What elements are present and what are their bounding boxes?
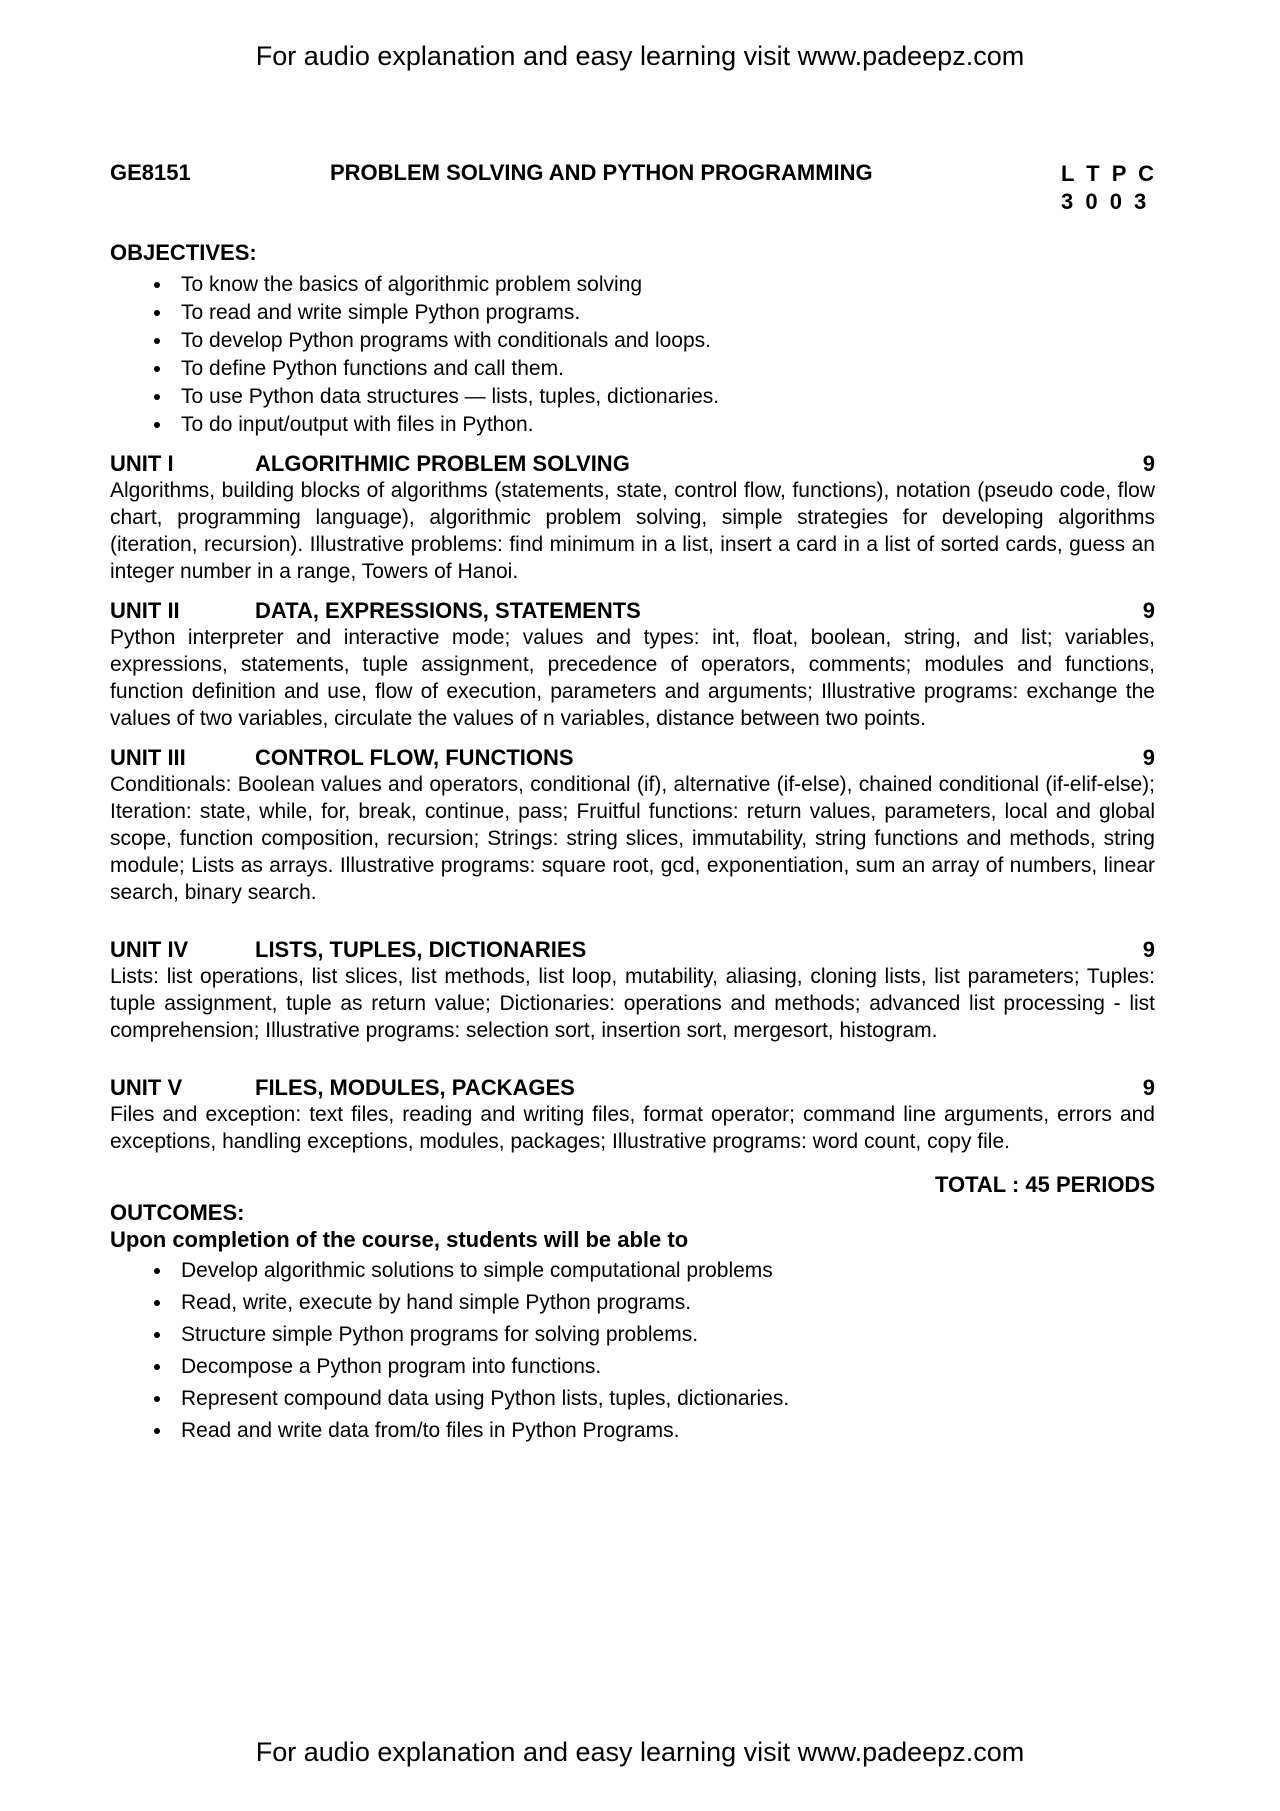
unit-2-heading	[110, 597, 1155, 624]
unit-5-title: FILES, MODULES, PACKAGES	[255, 1075, 575, 1100]
outcome-item: • Structure simple Python programs for solving problems.	[173, 1321, 1155, 1348]
outcomes-subheading: Upon completion of the course, students will be able to	[110, 1227, 689, 1252]
unit-5-hours: 9	[1142, 1075, 1155, 1100]
unit-1-heading	[110, 450, 1155, 477]
unit-4-title: LISTS, TUPLES, DICTIONARIES	[255, 937, 587, 962]
unit-1-body: Algorithms, building blocks of algorithms (statements, state, control flow, functions), notation (pseudo code, flow chart, programming language), algorithmic problem solving, simple strategies for developing algorithms (iteration, recursion). Illustrative problems: find minimum in a list, insert a card in a list of sorted cards, guess an integer number in a range, Towers of Hanoi.	[110, 479, 1155, 583]
unit-2-title: DATA, EXPRESSIONS, STATEMENTS	[255, 598, 641, 623]
unit-4-heading	[110, 936, 1155, 963]
outcomes-heading: OUTCOMES:	[110, 1200, 245, 1225]
objective-item: • To use Python data structures — lists, tuples, dictionaries.	[173, 383, 1155, 410]
objective-item: • To read and write simple Python programs.	[173, 299, 1155, 326]
objective-item: • To do input/output with files in Python.	[173, 411, 1155, 438]
unit-section-3	[110, 744, 1155, 906]
unit-section-1	[110, 450, 1155, 585]
unit-2-body: Python interpreter and interactive mode; values and types: int, float, boolean, string, and list; variables, expressions, statements, tuple assignment, precedence of operators, comments; modules and functions, function definition and use, flow of execution, parameters and arguments; Illustrative programs: exchange the values of two variables, circulate the values of n variables, distance between two points.	[110, 626, 1155, 730]
unit-5-label: UNIT V	[110, 1075, 183, 1100]
unit-4-label: UNIT IV	[110, 937, 189, 962]
unit-5-body: Files and exception: text files, reading and writing files, format operator; command line arguments, errors and exceptions, handling exceptions, modules, packages; Illustrative programs: word count, copy file.	[110, 1103, 1155, 1153]
objectives-heading: OBJECTIVES:	[110, 240, 257, 265]
total-periods: TOTAL : 45 PERIODS	[934, 1172, 1155, 1197]
unit-section-4	[110, 936, 1155, 1044]
outcome-item: • Develop algorithmic solutions to simple computational problems	[173, 1257, 1155, 1284]
outcomes-list	[110, 1257, 1155, 1444]
unit-4-hours: 9	[1142, 937, 1155, 962]
objective-item: • To know the basics of algorithmic problem solving	[173, 271, 1155, 298]
outcome-item: • Read, write, execute by hand simple Python programs.	[173, 1289, 1155, 1316]
unit-1-hours: 9	[1142, 451, 1155, 476]
unit-section-2	[110, 597, 1155, 732]
header-banner: For audio explanation and easy learning visit www.padeepz.com	[255, 41, 1025, 71]
credits-header: L T P C	[1061, 161, 1155, 186]
document-body	[0, 160, 1280, 1444]
unit-1-title: ALGORITHMIC PROBLEM SOLVING	[255, 451, 630, 476]
objectives-list	[110, 271, 1155, 438]
unit-2-hours: 9	[1142, 598, 1155, 623]
unit-2-label: UNIT II	[110, 598, 180, 623]
course-credits	[1061, 160, 1155, 216]
unit-section-5	[110, 1074, 1155, 1155]
unit-3-label: UNIT III	[110, 745, 186, 770]
unit-3-title: CONTROL FLOW, FUNCTIONS	[255, 745, 574, 770]
objective-item: • To develop Python programs with conditionals and loops.	[173, 327, 1155, 354]
outcome-item: • Decompose a Python program into functions.	[173, 1353, 1155, 1380]
course-title: PROBLEM SOLVING AND PYTHON PROGRAMMING	[330, 160, 873, 185]
outcome-item: • Read and write data from/to files in Python Programs.	[173, 1417, 1155, 1444]
credits-values: 3 0 0 3	[1061, 189, 1148, 214]
unit-1-label: UNIT I	[110, 451, 174, 476]
outcome-item: • Represent compound data using Python lists, tuples, dictionaries.	[173, 1385, 1155, 1412]
unit-3-hours: 9	[1142, 745, 1155, 770]
course-code: GE8151	[110, 160, 191, 185]
unit-5-heading	[110, 1074, 1155, 1101]
course-header	[110, 160, 1155, 216]
unit-3-heading	[110, 744, 1155, 771]
footer-banner: For audio explanation and easy learning visit www.padeepz.com	[255, 1737, 1025, 1767]
unit-3-body: Conditionals: Boolean values and operators, conditional (if), alternative (if-else), chained conditional (if-elif-else); Iteration: state, while, for, break, continue, pass; Fruitful functions: return values, parameters, local and global scope, function composition, recursion; Strings: string slices, immutability, string functions and methods, string module; Lists as arrays. Illustrative programs: square root, gcd, exponentiation, sum an array of numbers, linear search, binary search.	[110, 773, 1155, 904]
objective-item: • To define Python functions and call them.	[173, 355, 1155, 382]
unit-4-body: Lists: list operations, list slices, list methods, list loop, mutability, aliasing, cloning lists, list parameters; Tuples: tuple assignment, tuple as return value; Dictionaries: operations and methods; advanced list processing - list comprehension; Illustrative programs: selection sort, insertion sort, mergesort, histogram.	[110, 965, 1155, 1042]
